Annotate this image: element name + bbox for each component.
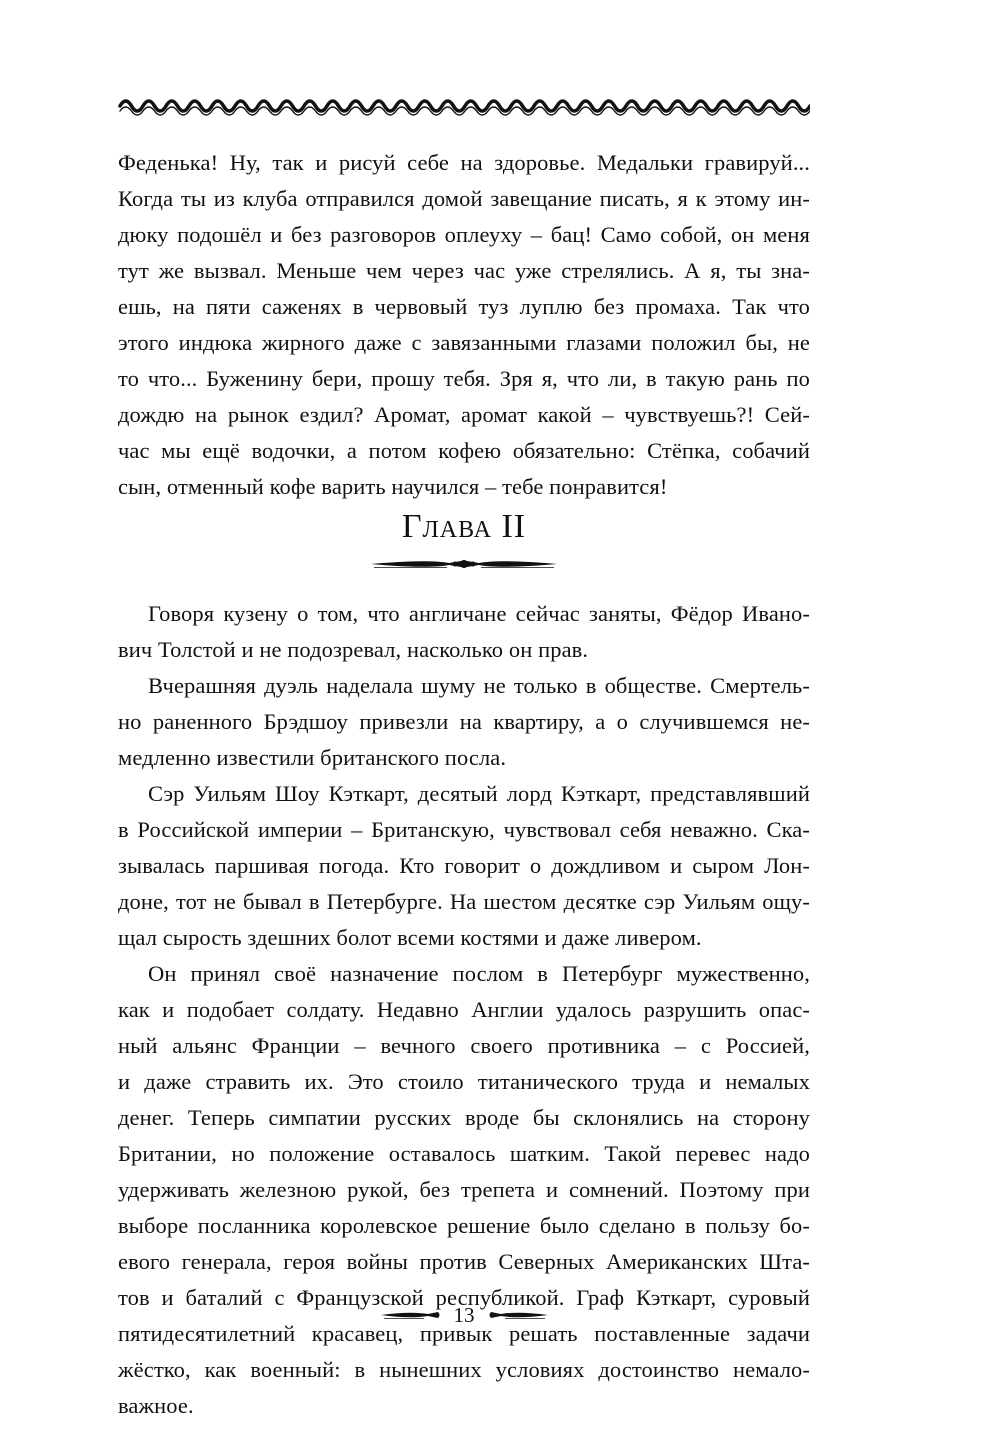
text-line: ешь, на пяти саженях в червовый туз луплю без промаха. Так что xyxy=(118,294,810,319)
text-line: Вчерашняя дуэль наделала шуму не только в обществе. Смертель- xyxy=(148,673,810,698)
text-line: евого генерала, героя войны против Северных Американских Шта- xyxy=(118,1249,810,1274)
text-line: Сэр Уильям Шоу Кэткарт, десятый лорд Кэткарт, представлявший xyxy=(148,781,810,806)
paragraph xyxy=(118,776,810,956)
chapter-flourish-icon xyxy=(369,556,559,572)
paragraph xyxy=(118,668,810,776)
text-line: Он принял своё назначение послом в Петербург мужественно, xyxy=(148,961,810,986)
text-line: денег. Теперь симпатии русских вроде бы склонялись на сторону xyxy=(118,1105,810,1130)
text-line: пятидесятилетний красавец, привык решать поставленные задачи xyxy=(118,1321,810,1346)
text-line: Феденька! Ну, так и рисуй себе на здоровье. Медальки гравируй... xyxy=(118,150,810,175)
text-line: в Российской империи – Британскую, чувствовал себя неважно. Ска- xyxy=(118,817,810,842)
text-line: то что... Буженину бери, прошу тебя. Зря я, что ли, в такую рань по xyxy=(118,366,810,391)
text-line: сын, отменный кофе варить научился – тебе понравится! xyxy=(118,474,668,499)
text-line: и даже стравить их. Это стоило титанического труда и немалых xyxy=(118,1069,810,1094)
text-line: доне, тот не бывал в Петербурге. На шестом десятке сэр Уильям ощу- xyxy=(118,889,810,914)
text-line: дюку подошёл и без разговоров оплеуху – бац! Само собой, он меня xyxy=(118,222,810,247)
footer-flourish-right-icon xyxy=(487,1308,549,1322)
text-line: вич Толстой и не подозревал, насколько он прав. xyxy=(118,637,589,662)
text-line: важное. xyxy=(118,1393,194,1418)
paragraph xyxy=(118,956,810,1424)
text-line: час мы ещё водочки, а потом кофею обязательно: Стёпка, собачий xyxy=(118,438,810,463)
text-line: Когда ты из клуба отправился домой завещание писать, я к этому ин- xyxy=(118,186,810,211)
paragraph xyxy=(118,596,810,668)
text-line: но раненного Брэдшоу привезли на квартиру, а о случившемся не- xyxy=(118,709,810,734)
text-line: удерживать железною рукой, без трепета и сомнений. Поэтому при xyxy=(118,1177,810,1202)
wave-border-icon xyxy=(118,94,810,118)
text-line: ный альянс Франции – вечного своего противника – с Россией, xyxy=(118,1033,810,1058)
text-line: Британии, но положение оставалось шатким. Такой перевес надо xyxy=(118,1141,810,1166)
text-line: зывалась паршивая погода. Кто говорит о дождливом и сыром Лон- xyxy=(118,853,810,878)
text-line: этого индюка жирного даже с завязанными глазами положил бы, не xyxy=(118,330,810,355)
chapter-body xyxy=(118,596,810,1424)
chapter-title: Глава II xyxy=(401,508,527,545)
text-line: выборе посланника королевское решение было сделано в пользу бо- xyxy=(118,1213,810,1238)
page-number: 13 xyxy=(453,1303,475,1327)
footer-flourish-left-icon xyxy=(380,1308,442,1322)
text-line: тов и баталий с Французской республикой. Граф Кэткарт, суровый xyxy=(118,1285,810,1310)
text-line: тут же вызвал. Меньше чем через час уже стрелялись. А я, ты зна- xyxy=(118,258,810,283)
opening-text xyxy=(118,145,810,505)
page-footer xyxy=(118,1301,810,1329)
text-line: Говоря кузену о том, что англичане сейчас заняты, Фёдор Ивано- xyxy=(148,601,810,626)
text-line: как и подобает солдату. Недавно Англии удалось разрушить опас- xyxy=(118,997,810,1022)
text-line: жёстко, как военный: в нынешних условиях достоинство немало- xyxy=(118,1357,810,1382)
text-line: медленно известили британского посла. xyxy=(118,745,507,770)
opening-paragraph xyxy=(118,145,810,505)
text-line: дождю на рынок ездил? Аромат, аромат какой – чувствуешь?! Сей- xyxy=(118,402,810,427)
text-line: щал сырость здешних болот всеми костями и даже ливером. xyxy=(118,925,702,950)
